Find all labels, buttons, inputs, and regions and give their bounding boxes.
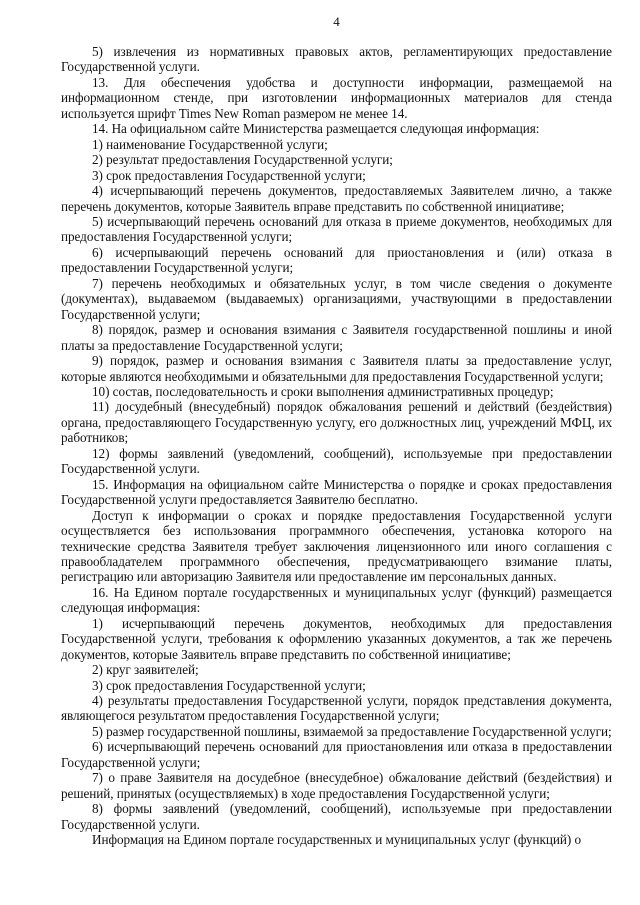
paragraph: 3) срок предоставления Государственной услуги; — [92, 677, 366, 693]
paragraph: 5) извлечения из нормативных правовых актов, регламентирующих предоставление Государственной услуги. — [61, 44, 612, 75]
paragraph: 2) результат предоставления Государственной услуги; — [92, 152, 393, 168]
paragraph: 13. Для обеспечения удобства и доступности информации, размещаемой на информационном стенде, при изготовлении информационных материалов для стенда используется шрифт Times New Roman размером не менее 14. — [61, 74, 612, 121]
paragraph: 6) исчерпывающий перечень оснований для приостановления и (или) отказа в предоставлении Государственной услуги; — [61, 244, 612, 276]
paragraph: 1) исчерпывающий перечень документов, необходимых для предоставления Государственной услуги, требования к оформлению указанных документов, а так же перечень документов, которые Заявитель вправе представить по собственной инициативе; — [61, 615, 612, 662]
paragraph: 9) порядок, размер и основания взимания с Заявителя платы за предоставление услуг, которые являются необходимыми и обязательными для предоставления Государственной услуги; — [61, 353, 612, 384]
paragraph: 15. Информация на официальном сайте Министерства о порядке и сроках предоставления Государственной услуги предоставляется Заявителю бесплатно. — [61, 476, 612, 508]
paragraph: Информация на Едином портале государственных и муниципальных услуг (функций) о — [92, 832, 582, 848]
paragraph: 1) наименование Государственной услуги; — [92, 136, 328, 152]
paragraph: 16. На Едином портале государственных и муниципальных услуг (функций) размещается следующая информация: — [61, 584, 612, 616]
paragraph: 10) состав, последовательность и сроки выполнения административных процедур; — [92, 383, 554, 399]
paragraph: 5) исчерпывающий перечень оснований для отказа в приеме документов, необходимых для предоставления Государственной услуги; — [61, 213, 612, 245]
paragraph: 7) перечень необходимых и обязательных услуг, в том числе сведения о документе (документах), выдаваемом (выдаваемых) организациями, участвующими в предоставлении Государственной услуги; — [61, 275, 612, 322]
paragraph: 2) круг заявителей; — [92, 662, 199, 678]
document-body — [61, 44, 612, 848]
paragraph: 8) порядок, размер и основания взимания с Заявителя государственной пошлины и иной платы за предоставление Государственной услуги; — [61, 322, 612, 353]
paragraph: 3) срок предоставления Государственной услуги; — [92, 167, 366, 183]
paragraph: 7) о праве Заявителя на досудебное (внесудебное) обжалование действий (бездействия) и решений, принятых (осуществляемых) в ходе предоставления Государственной услуги; — [61, 770, 612, 801]
paragraph: 4) исчерпывающий перечень документов, предоставляемых Заявителем лично, а также перечень документов, которые Заявитель вправе представить по собственной инициативе; — [61, 183, 612, 214]
paragraph: 14. На официальном сайте Министерства размещается следующая информация: — [92, 121, 540, 137]
paragraph: 12) формы заявлений (уведомлений, сообщений), используемые при предоставлении Государственной услуги. — [61, 445, 612, 477]
paragraph: 6) исчерпывающий перечень оснований для приостановления или отказа в предоставлении Государственной услуги; — [61, 739, 612, 770]
paragraph: 8) формы заявлений (уведомлений, сообщений), используемые при предоставлении Государственной услуги. — [61, 801, 612, 832]
paragraph: 4) результаты предоставления Государственной услуги, порядок представления документа, являющегося результатом предоставления Государственной услуги; — [61, 693, 612, 724]
page-number: 4 — [333, 14, 340, 29]
paragraph: Доступ к информации о сроках и порядке предоставления Государственной услуги осуществляется без использования программного обеспечения, установка которого на технические средства Заявителя требует заключения лицензионного или иного соглашения с правообладателем программного обеспечения, предусматривающего взимание платы, регистрацию или авторизацию Заявителя или предоставление им персональных данных. — [61, 507, 612, 585]
paragraph: 5) размер государственной пошлины, взимаемой за предоставление Государственной услуги; — [92, 723, 612, 739]
paragraph: 11) досудебный (внесудебный) порядок обжалования решений и действий (бездействия) органа, предоставляющего Государственную услугу, его должностных лиц, учреждений МФЦ, их работников; — [61, 399, 612, 446]
